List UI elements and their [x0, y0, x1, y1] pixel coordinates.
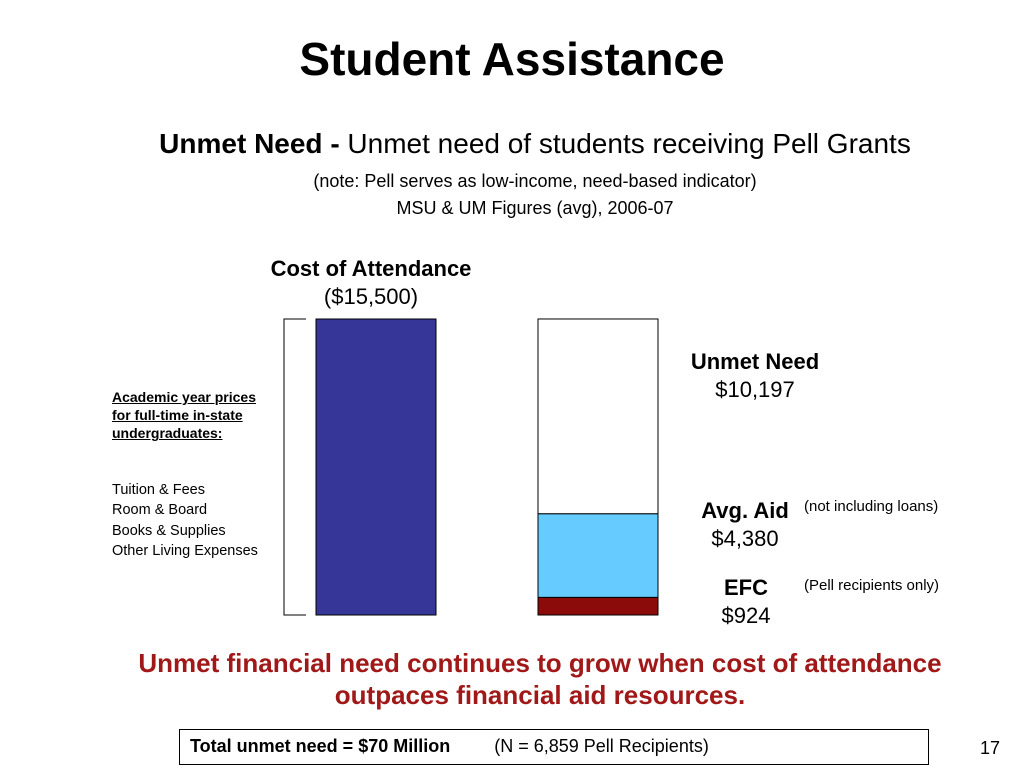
avg-aid-value: $4,380: [711, 525, 779, 551]
conclusion-text: [40, 647, 1024, 711]
subtitle-rest: Unmet need of students receiving Pell Grants: [347, 128, 911, 159]
bar-segment-avg-aid: [538, 514, 658, 598]
unmet-need-label: [665, 348, 845, 403]
coa-title: Cost of Attendance: [270, 256, 472, 281]
expense-item: Books & Supplies: [112, 522, 226, 539]
page-number: 17: [980, 738, 1001, 758]
conclusion-line-1: Unmet financial need continues to grow when cost of attendance: [138, 648, 942, 678]
expense-list: [112, 480, 262, 561]
cost-of-attendance-label: [250, 255, 492, 310]
pell-recipient-count: (N = 6,859 Pell Recipients): [494, 736, 709, 756]
avg-aid-note: (not including loans): [804, 498, 939, 515]
avg-aid-title: Avg. Aid: [701, 498, 789, 523]
slide-title: Student Assistance: [299, 33, 725, 85]
expense-item: Room & Board: [112, 502, 208, 519]
efc-note: (Pell recipients only): [804, 577, 940, 594]
note-line-1: (note: Pell serves as low-income, need-based indicator): [313, 171, 757, 191]
total-unmet-need-text: Total unmet need = $70 Million: [190, 736, 451, 756]
bar-segment-unmet-need: [538, 319, 658, 514]
stacked-bar-group: [538, 319, 658, 615]
efc-label: [700, 574, 792, 629]
unmet-need-value: $10,197: [715, 376, 795, 402]
avg-aid-label: [690, 497, 800, 552]
efc-value: $924: [721, 602, 771, 628]
unmet-need-title: Unmet Need: [690, 349, 820, 374]
subtitle-bold: Unmet Need -: [159, 128, 340, 159]
efc-title: EFC: [724, 575, 768, 600]
academic-prices-heading: Academic year prices for full-time in-state undergraduates:: [112, 389, 256, 442]
expense-item: Other Living Expenses: [112, 542, 258, 559]
bar-cost-of-attendance: [316, 319, 436, 615]
note-line-2: MSU & UM Figures (avg), 2006-07: [396, 198, 674, 218]
expense-item: Tuition & Fees: [112, 482, 205, 498]
conclusion-line-2: outpaces financial aid resources.: [334, 680, 746, 711]
sidebar-bracket: [284, 319, 306, 615]
total-unmet-need-box: [179, 729, 929, 765]
bar-segment-efc: [538, 597, 658, 615]
coa-value: ($15,500): [323, 283, 419, 309]
